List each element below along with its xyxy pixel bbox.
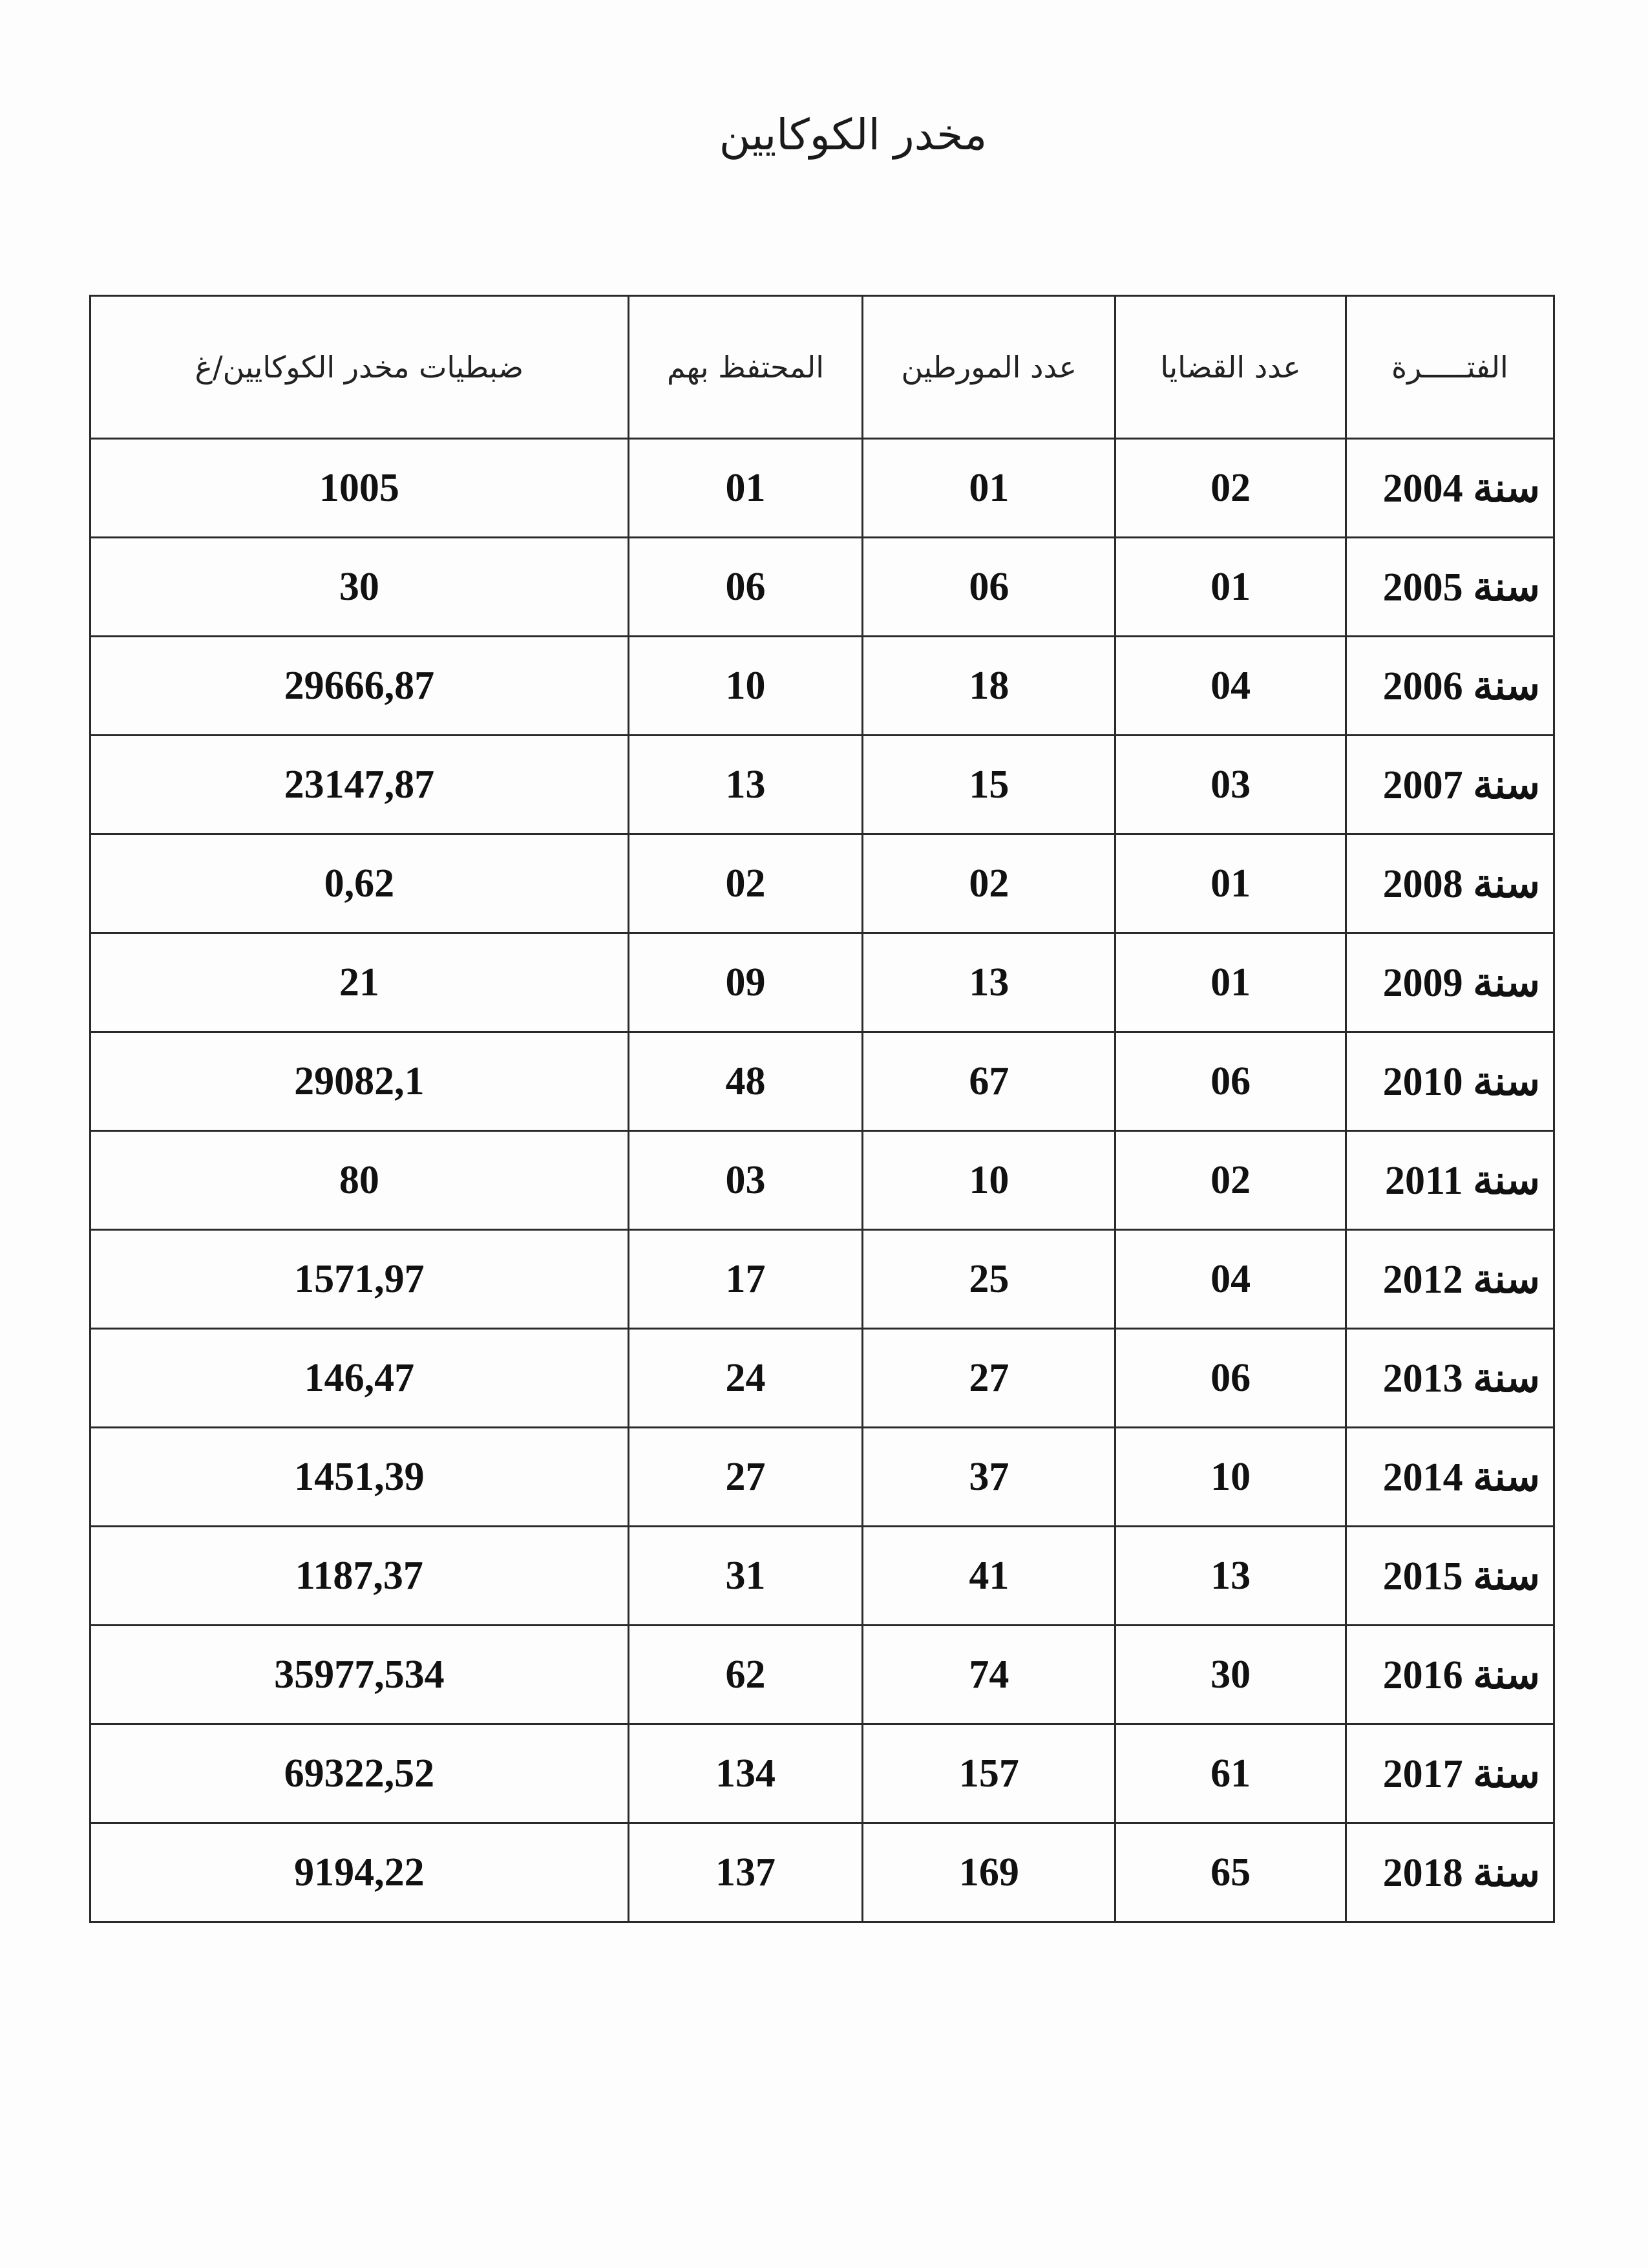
table-row (90, 1527, 1554, 1626)
cell-involved: 01 (863, 439, 1115, 538)
cell-period: سنة 2008 (1346, 834, 1554, 933)
cell-detained: 03 (628, 1131, 863, 1230)
cell-seizures: 9194,22 (90, 1823, 629, 1922)
cell-period: سنة 2004 (1346, 439, 1554, 538)
cell-detained: 17 (628, 1230, 863, 1329)
cell-period: سنة 2006 (1346, 637, 1554, 736)
cell-period: سنة 2014 (1346, 1428, 1554, 1527)
table-row (90, 637, 1554, 736)
table-row (90, 736, 1554, 834)
cell-detained: 24 (628, 1329, 863, 1428)
header-seizures: ضبطيات مخدر الكوكايين/غ (90, 296, 629, 439)
cell-involved: 169 (863, 1823, 1115, 1922)
cell-involved: 41 (863, 1527, 1115, 1626)
cell-seizures: 1187,37 (90, 1527, 629, 1626)
page-title: مخدر الكوكايين (719, 110, 988, 160)
cell-seizures: 1571,97 (90, 1230, 629, 1329)
cell-seizures: 0,62 (90, 834, 629, 933)
cell-involved: 10 (863, 1131, 1115, 1230)
cell-seizures: 1451,39 (90, 1428, 629, 1527)
cell-period: سنة 2013 (1346, 1329, 1554, 1428)
cell-seizures: 69322,52 (90, 1724, 629, 1823)
cell-cases: 04 (1115, 1230, 1346, 1329)
cell-cases: 02 (1115, 1131, 1346, 1230)
cocaine-statistics-table (89, 295, 1555, 1923)
table-row (90, 1823, 1554, 1922)
header-period: الفتـــــرة (1346, 296, 1554, 439)
cell-involved: 27 (863, 1329, 1115, 1428)
cell-cases: 01 (1115, 834, 1346, 933)
cell-detained: 31 (628, 1527, 863, 1626)
table-row (90, 1230, 1554, 1329)
cell-seizures: 1005 (90, 439, 629, 538)
cell-period: سنة 2012 (1346, 1230, 1554, 1329)
cell-detained: 10 (628, 637, 863, 736)
cell-seizures: 23147,87 (90, 736, 629, 834)
cell-detained: 09 (628, 933, 863, 1032)
cell-period: سنة 2015 (1346, 1527, 1554, 1626)
cell-involved: 06 (863, 538, 1115, 637)
cell-seizures: 35977,534 (90, 1626, 629, 1724)
cell-period: سنة 2005 (1346, 538, 1554, 637)
cell-detained: 27 (628, 1428, 863, 1527)
cell-detained: 01 (628, 439, 863, 538)
table-row (90, 1626, 1554, 1724)
cell-detained: 13 (628, 736, 863, 834)
table-row (90, 834, 1554, 933)
cell-seizures: 29082,1 (90, 1032, 629, 1131)
cell-period: سنة 2016 (1346, 1626, 1554, 1724)
cell-involved: 157 (863, 1724, 1115, 1823)
cell-cases: 06 (1115, 1329, 1346, 1428)
cell-cases: 30 (1115, 1626, 1346, 1724)
table-row (90, 1329, 1554, 1428)
cell-involved: 74 (863, 1626, 1115, 1724)
cell-detained: 06 (628, 538, 863, 637)
cell-detained: 134 (628, 1724, 863, 1823)
cell-involved: 02 (863, 834, 1115, 933)
cell-period: سنة 2010 (1346, 1032, 1554, 1131)
cell-cases: 01 (1115, 538, 1346, 637)
cell-detained: 137 (628, 1823, 863, 1922)
cell-detained: 62 (628, 1626, 863, 1724)
cell-involved: 67 (863, 1032, 1115, 1131)
table-row (90, 933, 1554, 1032)
cell-involved: 37 (863, 1428, 1115, 1527)
table-row (90, 439, 1554, 538)
cell-involved: 25 (863, 1230, 1115, 1329)
table-row (90, 1032, 1554, 1131)
cell-cases: 65 (1115, 1823, 1346, 1922)
header-detained: المحتفظ بهم (628, 296, 863, 439)
cell-period: سنة 2018 (1346, 1823, 1554, 1922)
cell-detained: 48 (628, 1032, 863, 1131)
cell-detained: 02 (628, 834, 863, 933)
cell-cases: 03 (1115, 736, 1346, 834)
table-header-row (90, 296, 1554, 439)
cell-period: سنة 2011 (1346, 1131, 1554, 1230)
cell-involved: 13 (863, 933, 1115, 1032)
cell-seizures: 146,47 (90, 1329, 629, 1428)
cell-involved: 15 (863, 736, 1115, 834)
cell-cases: 04 (1115, 637, 1346, 736)
cell-cases: 13 (1115, 1527, 1346, 1626)
cell-seizures: 21 (90, 933, 629, 1032)
cell-cases: 10 (1115, 1428, 1346, 1527)
cell-seizures: 29666,87 (90, 637, 629, 736)
cell-period: سنة 2017 (1346, 1724, 1554, 1823)
cell-period: سنة 2007 (1346, 736, 1554, 834)
cell-cases: 06 (1115, 1032, 1346, 1131)
cell-seizures: 80 (90, 1131, 629, 1230)
table-row (90, 1428, 1554, 1527)
cell-period: سنة 2009 (1346, 933, 1554, 1032)
table-row (90, 538, 1554, 637)
cell-involved: 18 (863, 637, 1115, 736)
table-row (90, 1724, 1554, 1823)
cell-cases: 01 (1115, 933, 1346, 1032)
cell-seizures: 30 (90, 538, 629, 637)
header-cases: عدد القضايا (1115, 296, 1346, 439)
table-row (90, 1131, 1554, 1230)
cell-cases: 61 (1115, 1724, 1346, 1823)
header-involved: عدد المورطين (863, 296, 1115, 439)
cell-cases: 02 (1115, 439, 1346, 538)
